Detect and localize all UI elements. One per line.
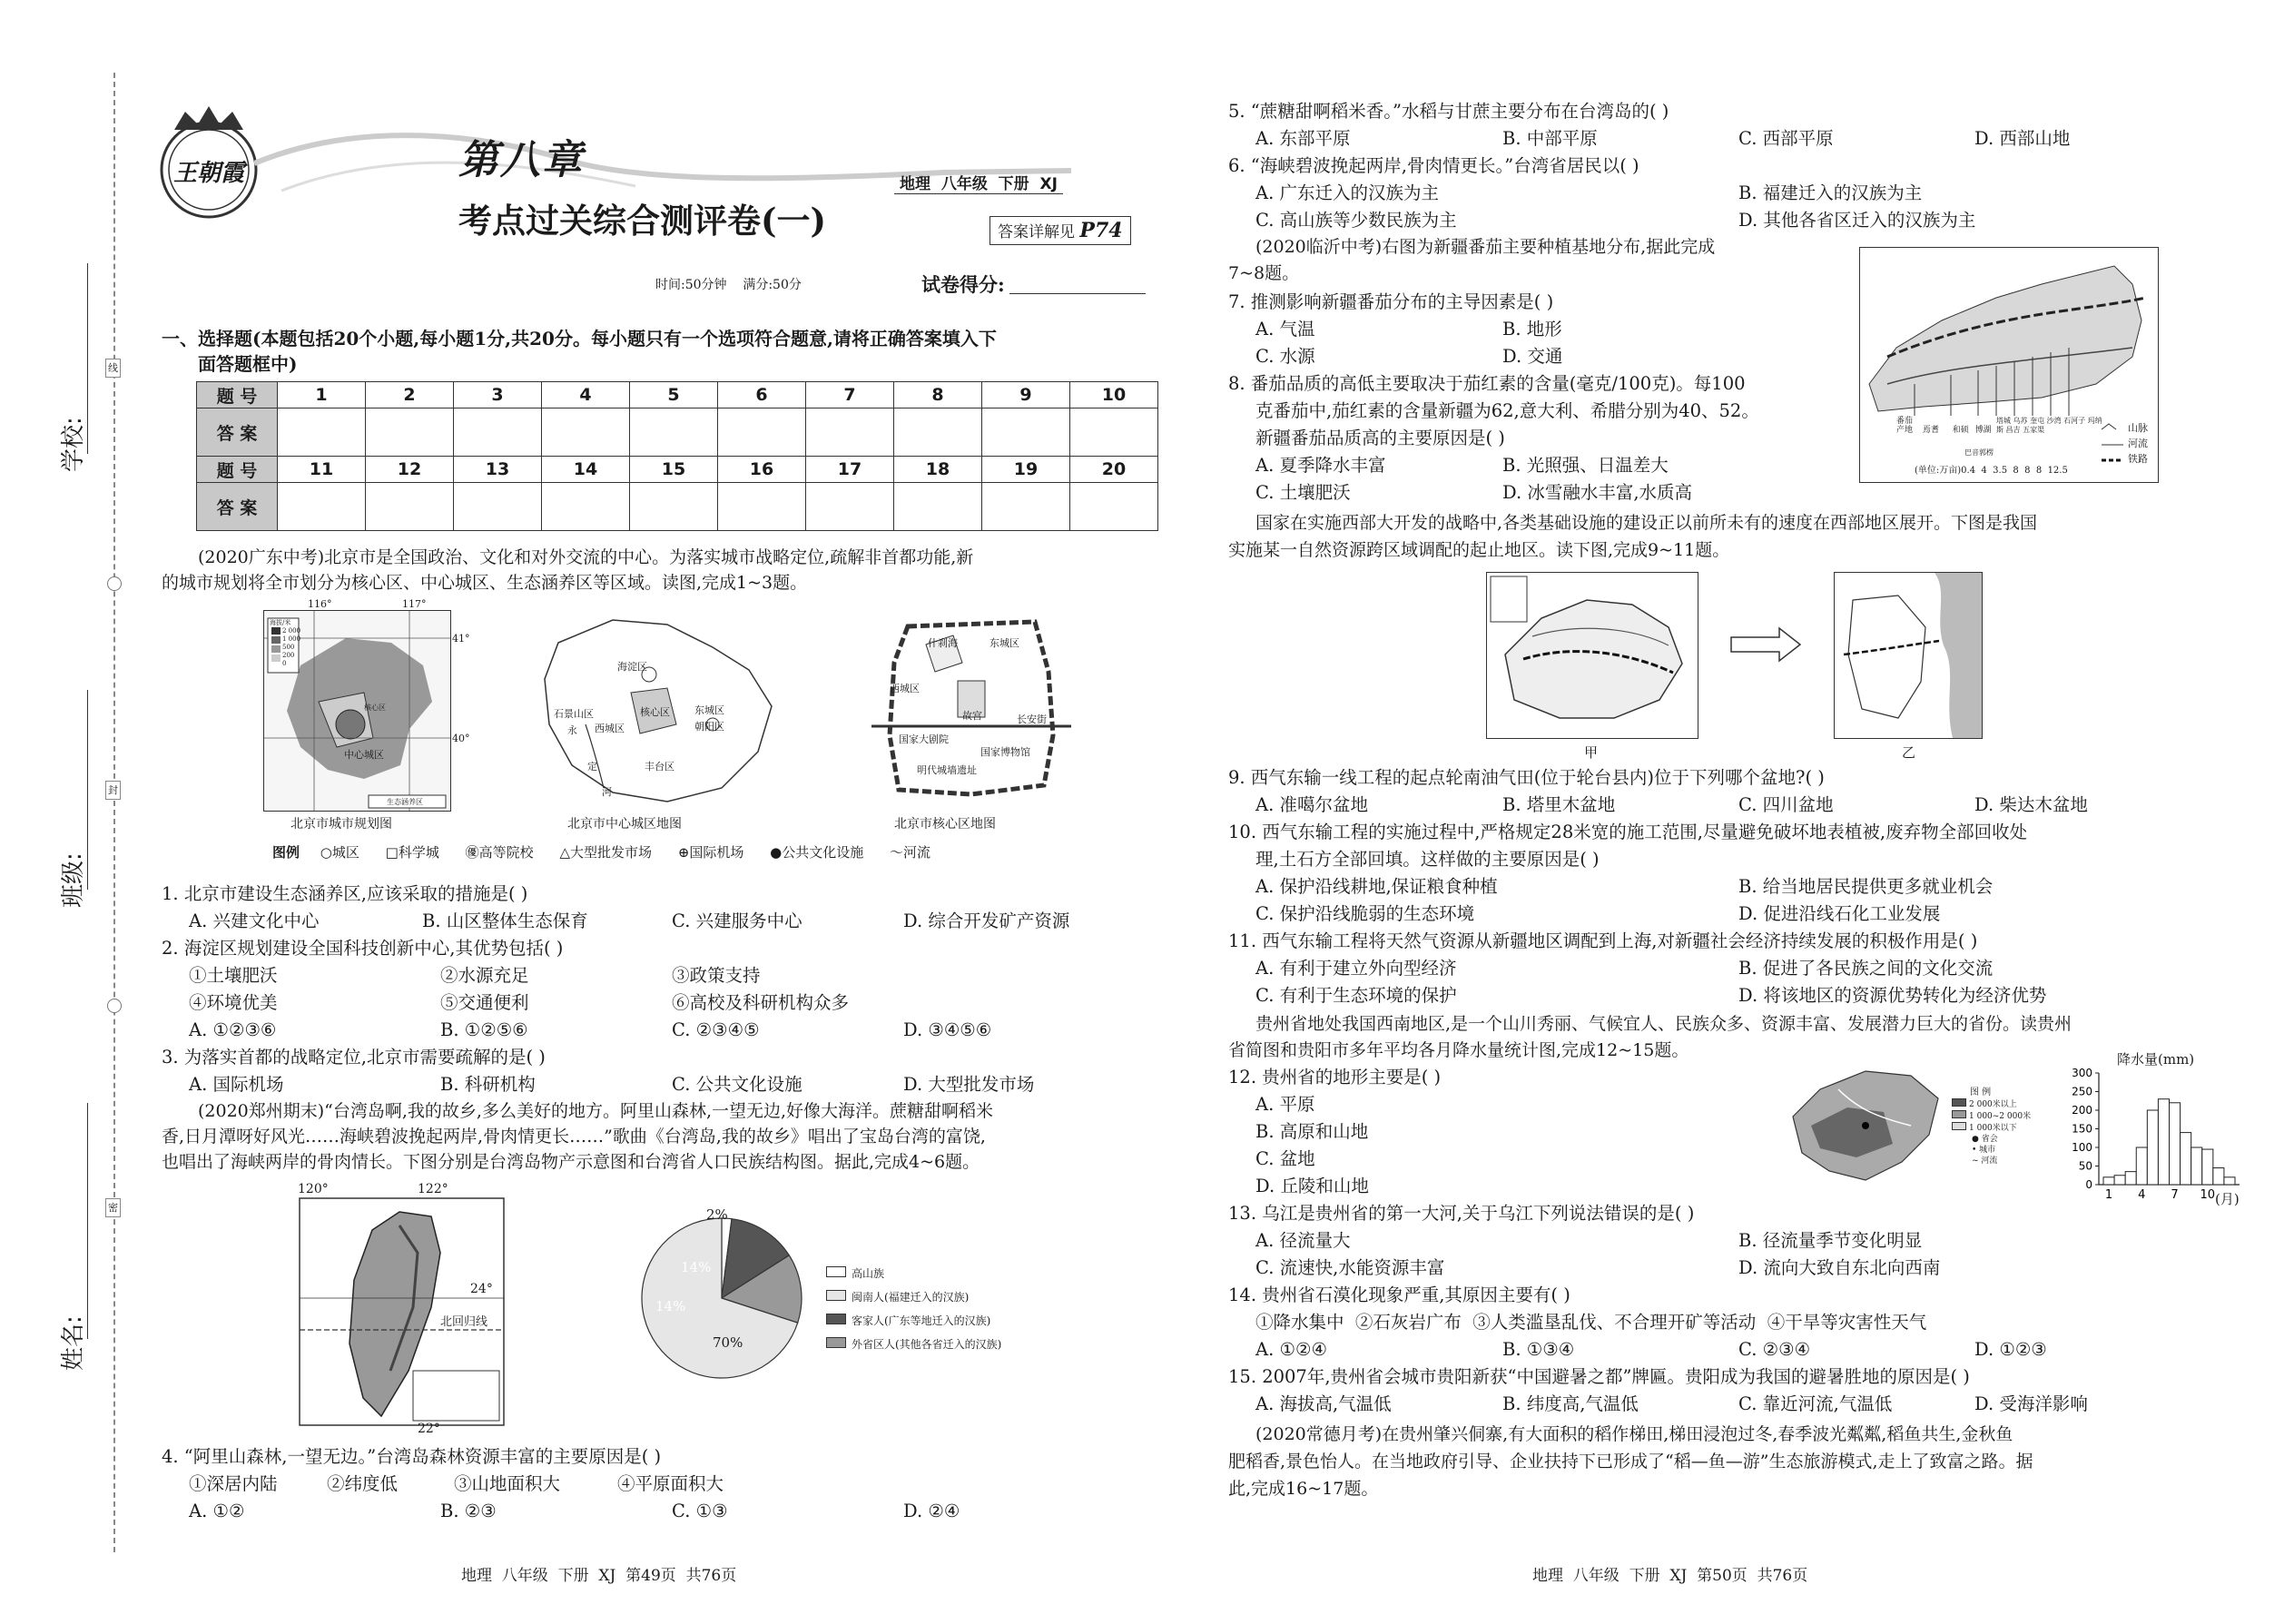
map2-dongcheng: 东城区 — [694, 704, 724, 716]
pie-legend — [826, 1262, 1001, 1356]
q4-option-a[interactable]: A. ①② — [189, 1501, 245, 1521]
xj-place-labels-2: 塔城 乌苏 奎屯 沙湾 石河子 玛纳斯 昌吉 五家渠 — [1996, 417, 2102, 434]
precip-bar — [2202, 1149, 2213, 1185]
map3-gugong: 故宫 — [962, 710, 982, 722]
precip-bar — [2170, 1103, 2181, 1185]
q2-item-2: ②水源充足 — [440, 965, 529, 986]
answer-cell[interactable] — [806, 483, 894, 531]
subject-bar: 地理 八年级 下册 XJ — [894, 171, 1063, 194]
map-yi-caption: 乙 — [1902, 744, 1916, 761]
seal-char-feng: 封 — [105, 781, 121, 800]
legend-science: □科学城 — [385, 844, 439, 861]
precip-bar — [2224, 1177, 2235, 1185]
grid-num: 4 — [542, 382, 630, 408]
map2-caption: 北京市中心城区地图 — [567, 817, 682, 832]
xj-legend: 山脉 河流 铁路 — [2128, 422, 2148, 465]
precip-bar — [2213, 1168, 2224, 1185]
question-10-cont: 理,土石方全部回填。这样做的主要原因是( ) — [1255, 849, 1600, 870]
score-blank[interactable] — [1009, 293, 1146, 294]
answer-cell[interactable] — [366, 408, 454, 457]
map1-legend-elev: 海拔/米 2 000 1 000 500 200 0 — [270, 619, 301, 667]
pie-label-kejia: 14% — [681, 1259, 712, 1275]
question-8: 8. 番茄品质的高低主要取决于茄红素的含量(毫克/100克)。每100 — [1228, 373, 1746, 394]
q15-option-d[interactable]: D. 受海洋影响 — [1974, 1393, 2088, 1414]
q7-option-b[interactable]: B. 地形 — [1502, 319, 1562, 340]
grid-num: 18 — [894, 457, 982, 483]
grid-ans-label: 答 案 — [197, 408, 278, 457]
intro-guizhou-cont: 省简图和贵阳市多年平均各月降水量统计图,完成12~15题。 — [1228, 1040, 1689, 1060]
precip-bar — [2191, 1147, 2202, 1185]
arrow-right-icon — [1729, 626, 1802, 666]
grid-num: 7 — [806, 382, 894, 408]
map1-core-label: 核心区 — [364, 704, 386, 712]
score-label: 试卷得分: — [921, 273, 1005, 296]
q13-option-d[interactable]: D. 流向大致自东北向西南 — [1738, 1257, 1941, 1278]
q11-option-c[interactable]: C. 有利于生态环境的保护 — [1255, 985, 1457, 1006]
pie-legend-item: 客家人(广东等地迁入的汉族) — [826, 1309, 1001, 1333]
answer-cell[interactable] — [1070, 483, 1158, 531]
question-14: 14. 贵州省石漠化现象严重,其原因主要有( ) — [1228, 1284, 1570, 1305]
gz-legend-item: 2 000米以上 — [1952, 1098, 2031, 1110]
q9-option-d[interactable]: D. 柴达木盆地 — [1974, 794, 2088, 815]
question-8-cont1: 克番茄中,茄红素的含量新疆为62,意大利、希腊分别为40、52。 — [1255, 400, 1759, 421]
y-tick-label: 150 — [2072, 1122, 2092, 1136]
intro-guizhou: 贵州省地处我国西南地区,是一个山川秀丽、气候宜人、民族众多、资源丰富、发展潜力巨大的省份。读贵州 — [1255, 1014, 2072, 1034]
name-blank[interactable] — [87, 1103, 88, 1339]
q12-option-a[interactable]: A. 平原 — [1255, 1094, 1315, 1115]
section-heading: 一、选择题(本题包括20个小题,每小题1分,共20分。每小题只有一个选项符合题意,请将正确答案填入下 — [162, 328, 997, 349]
class-label: 班级: — [60, 852, 87, 908]
q10-option-d[interactable]: D. 促进沿线石化工业发展 — [1738, 903, 1941, 924]
q2-item-4: ④环境优美 — [189, 992, 278, 1013]
pie-label-minnan: 70% — [713, 1334, 743, 1351]
answer-cell[interactable] — [630, 408, 718, 457]
exam-title: 考点过关综合测评卷(一) — [458, 201, 827, 241]
q1-option-b[interactable]: B. 山区整体生态保育 — [422, 910, 588, 931]
answer-cell[interactable] — [982, 408, 1070, 457]
q2-option-d[interactable]: D. ③④⑤⑥ — [903, 1019, 992, 1040]
question-12: 12. 贵州省的地形主要是( ) — [1228, 1067, 1442, 1088]
gz-legend-item: 1 000米以下 — [1952, 1122, 2031, 1134]
answer-cell[interactable] — [1070, 408, 1158, 457]
x-tick-label: 4 — [2138, 1188, 2146, 1202]
precip-bar — [2103, 1177, 2114, 1185]
x-tick-label: 1 — [2104, 1188, 2113, 1202]
q14-option-c[interactable]: C. ②③④ — [1738, 1339, 1811, 1360]
answer-cell[interactable] — [630, 483, 718, 531]
seal-dashed-line — [113, 73, 115, 1552]
q7-option-c[interactable]: C. 水源 — [1255, 346, 1315, 367]
q4-option-b[interactable]: B. ②③ — [440, 1501, 497, 1521]
q15-option-c[interactable]: C. 靠近河流,气温低 — [1738, 1393, 1893, 1414]
y-tick-label: 0 — [2085, 1178, 2092, 1191]
question-15: 15. 2007年,贵州省会城市贵阳新获“中国避暑之都”牌匾。贵阳成为我国的避暑胜地的原因是( ) — [1228, 1366, 1970, 1387]
grid-num: 10 — [1070, 382, 1158, 408]
population-pie-chart — [635, 1206, 808, 1384]
grid-num: 14 — [542, 457, 630, 483]
q8-option-c[interactable]: C. 土壤肥沃 — [1255, 482, 1351, 503]
grid-num: 15 — [630, 457, 718, 483]
gz-legend-item: ● 省会 — [1972, 1135, 1998, 1144]
y-tick-label: 300 — [2072, 1067, 2092, 1079]
q4-item-1: ①深居内陆 — [189, 1473, 278, 1494]
map2-river-ding: 定 — [587, 761, 597, 773]
pie-label-waisheng: 14% — [655, 1298, 686, 1314]
map1-lat-41: 41° — [452, 633, 470, 645]
q4-item-2: ②纬度低 — [327, 1473, 399, 1494]
y-tick-label: 250 — [2072, 1085, 2092, 1098]
q5-option-d[interactable]: D. 西部山地 — [1974, 128, 2071, 149]
map2-shijingshan: 石景山区 — [554, 708, 594, 720]
map3-caption: 北京市核心区地图 — [894, 817, 996, 832]
grid-num: 11 — [278, 457, 366, 483]
q6-option-b[interactable]: B. 福建迁入的汉族为主 — [1738, 182, 1923, 203]
q10-option-b[interactable]: B. 给当地居民提供更多就业机会 — [1738, 876, 1994, 897]
q12-option-c[interactable]: C. 盆地 — [1255, 1148, 1315, 1169]
q4-item-4: ④平原面积大 — [617, 1473, 724, 1494]
grid-num-label: 题 号 — [197, 457, 278, 483]
q7-option-a[interactable]: A. 气温 — [1255, 319, 1315, 340]
answer-cell[interactable] — [718, 483, 806, 531]
q5-option-a[interactable]: A. 东部平原 — [1255, 128, 1351, 149]
q7-option-d[interactable]: D. 交通 — [1502, 346, 1563, 367]
school-label: 学校: — [60, 417, 87, 472]
binding-strip — [0, 0, 127, 1624]
q13-option-c[interactable]: C. 流速快,水能资源丰富 — [1255, 1257, 1445, 1278]
grid-num: 13 — [454, 457, 542, 483]
tw-lat-22: 22° — [418, 1422, 440, 1436]
intro-west-gas: 国家在实施西部大开发的战略中,各类基础设施的建设正以前所未有的速度在西部地区展开。下图是我国 — [1255, 513, 2038, 533]
q9-option-b[interactable]: B. 塔里木盆地 — [1502, 794, 1616, 815]
xj-place-labels: 番茄产地 焉耆 和硕 博湖 — [1896, 417, 1992, 435]
map2-core: 核心区 — [640, 706, 670, 718]
answer-cell[interactable] — [806, 408, 894, 457]
pie-legend-item: 外省区人(其他各省迁入的汉族) — [826, 1333, 1001, 1356]
precip-bar — [2147, 1110, 2158, 1185]
guizhou-legend: 图 例 2 000米以上 1 000~2 000米 1 000米以下 ● 省会 • 城市 ~ 河流 — [1952, 1088, 2031, 1166]
map1-caption: 北京市城市规划图 — [290, 817, 392, 832]
legend-market: △大型批发市场 — [559, 844, 652, 861]
pie-legend-item: 闽南人(福建迁入的汉族) — [826, 1285, 1001, 1309]
q3-option-a[interactable]: A. 国际机场 — [189, 1074, 284, 1095]
map3-changanjie: 长安街 — [1017, 714, 1047, 725]
legend-title: 图例 — [272, 844, 300, 861]
q8-option-b[interactable]: B. 光照强、日温差大 — [1502, 455, 1669, 476]
tw-lat-24: 24° — [470, 1282, 493, 1296]
tw-lon-120: 120° — [298, 1182, 329, 1196]
y-tick-label: 50 — [2078, 1159, 2092, 1173]
footer-left: 地理 八年级 下册 XJ 第49页 共76页 — [461, 1567, 737, 1585]
answer-cell[interactable] — [894, 408, 982, 457]
q1-option-a[interactable]: A. 兴建文化中心 — [189, 910, 320, 931]
q1-option-c[interactable]: C. 兴建服务中心 — [672, 910, 802, 931]
logo-text: 王朝霞 — [172, 160, 244, 187]
binding-hole — [107, 576, 122, 591]
legend-university: ㊝高等院校 — [465, 844, 534, 861]
precip-bar — [2181, 1133, 2191, 1185]
intro-taiwan-cont2: 也唱出了海峡两岸的骨肉情长。下图分别是台湾岛物产示意图和台湾省人口民族结构图。据此,完成4~6题。 — [162, 1152, 980, 1172]
legend-urban: ○城区 — [320, 844, 359, 861]
map3-theatre: 国家大剧院 — [899, 733, 949, 745]
question-4: 4. “阿里山森林,一望无边。”台湾岛森林资源丰富的主要原因是( ) — [162, 1446, 662, 1467]
answer-cell[interactable] — [894, 483, 982, 531]
legend-airport: ⊕国际机场 — [677, 844, 744, 861]
q2-item-3: ③政策支持 — [672, 965, 761, 986]
q3-option-b[interactable]: B. 科研机构 — [440, 1074, 536, 1095]
q11-option-b[interactable]: B. 促进了各民族之间的文化交流 — [1738, 958, 1994, 979]
grid-num: 8 — [894, 382, 982, 408]
precip-bar — [2136, 1147, 2147, 1185]
question-3: 3. 为落实首都的战略定位,北京市需要疏解的是( ) — [162, 1047, 546, 1068]
map2-chaoyang: 朝阳区 — [694, 721, 724, 733]
grid-num: 3 — [454, 382, 542, 408]
q3-option-c[interactable]: C. 公共文化设施 — [672, 1074, 802, 1095]
q12-option-b[interactable]: B. 高原和山地 — [1255, 1121, 1369, 1142]
guiyang-precip-chart — [2053, 1053, 2253, 1207]
q14-items: ①降水集中 ②石灰岩广布 ③人类滥垦乱伐、不合理开矿等活动 ④干旱等灾害性天气 — [1255, 1312, 1927, 1333]
answer-cell[interactable] — [718, 408, 806, 457]
name-label: 姓名: — [60, 1315, 87, 1371]
section-heading-cont: 面答题框中) — [198, 353, 298, 375]
grid-num: 20 — [1070, 457, 1158, 483]
taiwan-products-map — [272, 1182, 517, 1436]
grid-num: 2 — [366, 382, 454, 408]
y-tick-label: 100 — [2072, 1141, 2092, 1154]
map3-ming-wall: 明代城墙遗址 — [917, 764, 977, 776]
q8-option-d[interactable]: D. 冰雪融水丰富,水质高 — [1502, 482, 1693, 503]
seal-char-xian: 线 — [105, 359, 121, 378]
question-5: 5. “蔗糖甜啊稻米香。”水稻与甘蔗主要分布在台湾岛的( ) — [1228, 101, 1669, 122]
intro-taiwan-cont1: 香,日月潭呀好风光……海峡碧波挽起两岸,骨肉情更长……”歌曲《台湾岛,我的故乡》唱出了宝岛台湾的富饶, — [162, 1127, 986, 1147]
answer-cell[interactable] — [366, 483, 454, 531]
pie-legend-item: 高山族 — [826, 1262, 1001, 1285]
q6-option-a[interactable]: A. 广东迁入的汉族为主 — [1255, 182, 1439, 203]
grid-num: 12 — [366, 457, 454, 483]
q2-option-c[interactable]: C. ②③④⑤ — [672, 1019, 760, 1040]
q2-item-5: ⑤交通便利 — [440, 992, 529, 1013]
answer-cell[interactable] — [982, 483, 1070, 531]
q14-option-a[interactable]: A. ①②④ — [1255, 1339, 1327, 1360]
grid-num: 17 — [806, 457, 894, 483]
beijing-planning-map — [263, 598, 470, 812]
intro-xinjiang-cont: 7~8题。 — [1228, 263, 1300, 283]
x-tick-label: 7 — [2171, 1188, 2179, 1202]
precip-bar — [2125, 1172, 2136, 1185]
q3-option-d[interactable]: D. 大型批发市场 — [903, 1074, 1035, 1095]
seal-char-mi: 密 — [105, 1198, 121, 1217]
q4-item-3: ③山地面积大 — [454, 1473, 561, 1494]
map2-haidian: 海淀区 — [617, 661, 647, 673]
beijing-core-map — [871, 608, 1071, 808]
map2-xicheng: 西城区 — [595, 723, 625, 734]
intro-rice-fish-cont1: 肥稻香,景色怡人。在当地政府引导、企业扶持下已形成了“稻—鱼—游”生态旅游模式,走上了致富之路。据 — [1228, 1452, 2033, 1471]
gz-legend-item: ~ 河流 — [1972, 1156, 1998, 1166]
map1-lon-117: 117° — [402, 598, 427, 610]
map1-lat-40: 40° — [452, 733, 470, 744]
legend-river: ～河流 — [890, 844, 931, 861]
q13-option-a[interactable]: A. 径流量大 — [1255, 1230, 1351, 1251]
answer-cell[interactable] — [454, 483, 542, 531]
question-6: 6. “海峡碧波挽起两岸,骨肉情更长。”台湾省居民以( ) — [1228, 155, 1639, 176]
answer-ref-box — [989, 216, 1131, 245]
class-blank[interactable] — [87, 690, 88, 890]
q15-option-a[interactable]: A. 海拔高,气温低 — [1255, 1393, 1392, 1414]
grid-num: 5 — [630, 382, 718, 408]
answer-ref-page: P74 — [1079, 219, 1123, 242]
map-yi-shanghai — [1834, 572, 1983, 739]
map1-eco-label: 生态涵养区 — [387, 798, 423, 806]
grid-num: 1 — [278, 382, 366, 408]
q11-option-a[interactable]: A. 有利于建立外向型经济 — [1255, 958, 1457, 979]
answer-grid — [196, 381, 1158, 531]
xinjiang-tomato-map — [1859, 247, 2159, 483]
intro-beijing: (2020广东中考)北京市是全国政治、文化和对外交流的中心。为落实城市战略定位,疏解非首都功能,新 — [198, 547, 974, 567]
q10-option-c[interactable]: C. 保护沿线脆弱的生态环境 — [1255, 903, 1475, 924]
tw-tropic-label: 北回归线 — [440, 1315, 488, 1329]
q2-option-b[interactable]: B. ①②⑤⑥ — [440, 1019, 528, 1040]
question-11: 11. 西气东输工程将天然气资源从新疆地区调配到上海,对新疆社会经济持续发展的积极作用是( ) — [1228, 930, 1978, 951]
precip-ylabel: 降水量(mm) — [2117, 1051, 2195, 1068]
q2-item-1: ①土壤肥沃 — [189, 965, 278, 986]
q6-option-d[interactable]: D. 其他各省区迁入的汉族为主 — [1738, 210, 1976, 231]
legend-culture: ●公共文化设施 — [770, 844, 864, 861]
intro-taiwan: (2020郑州期末)“台湾岛啊,我的故乡,多么美好的地方。阿里山森林,一望无边,好像大海洋。蔗糖甜啊稻米 — [198, 1101, 994, 1121]
answer-cell[interactable] — [542, 408, 630, 457]
intro-west-gas-cont: 实施某一自然资源跨区域调配的起止地区。读下图,完成9~11题。 — [1228, 540, 1730, 560]
x-tick-label: 10 — [2200, 1188, 2216, 1202]
q4-option-c[interactable]: C. ①③ — [672, 1501, 728, 1521]
grid-num: 9 — [982, 382, 1070, 408]
answer-ref-text: 答案详解见 — [998, 223, 1075, 241]
grid-num: 6 — [718, 382, 806, 408]
bar-svg — [2053, 1053, 2253, 1207]
time-info: 时间:50分钟 满分:50分 — [655, 278, 802, 292]
xj-unit-row: (单位:万亩)0.4 4 3.5 8 8 8 12.5 — [1915, 466, 2068, 476]
question-1: 1. 北京市建设生态涵养区,应该采取的措施是( ) — [162, 883, 528, 904]
school-blank[interactable] — [87, 263, 88, 454]
binding-hole — [107, 999, 122, 1013]
q5-option-c[interactable]: C. 西部平原 — [1738, 128, 1834, 149]
map3-xicheng: 西城区 — [890, 683, 920, 694]
question-7: 7. 推测影响新疆番茄分布的主导因素是( ) — [1228, 291, 1554, 312]
intro-rice-fish: (2020常德月考)在贵州肇兴侗寨,有大面积的稻作梯田,梯田浸泡过冬,春季波光粼粼,稻鱼共生,金秋鱼 — [1255, 1424, 2013, 1444]
answer-cell[interactable] — [454, 408, 542, 457]
intro-beijing-cont: 的城市规划将全市划分为核心区、中心城区、生态涵养区等区域。读图,完成1~3题。 — [162, 573, 808, 593]
q13-option-b[interactable]: B. 径流量季节变化明显 — [1738, 1230, 1923, 1251]
map3-dongcheng: 东城区 — [989, 637, 1019, 649]
question-10: 10. 西气东输工程的实施过程中,严格规定28米宽的施工范围,尽量避免破坏地表植被,废弃物全部回收处 — [1228, 822, 2028, 842]
q11-option-d[interactable]: D. 将该地区的资源优势转化为经济优势 — [1738, 985, 2047, 1006]
beijing-central-map — [531, 606, 785, 811]
map-legend — [272, 842, 930, 861]
q1-option-d[interactable]: D. 综合开发矿产资源 — [903, 910, 1070, 931]
precip-bar — [2158, 1099, 2169, 1185]
q14-option-b[interactable]: B. ①③④ — [1502, 1339, 1575, 1360]
map2-fengtai: 丰台区 — [645, 761, 674, 773]
chapter-title: 第八章 — [458, 137, 584, 183]
grid-num: 16 — [718, 457, 806, 483]
grid-ans-label: 答 案 — [197, 483, 278, 531]
q12-option-d[interactable]: D. 丘陵和山地 — [1255, 1176, 1369, 1196]
tw-lon-122: 122° — [418, 1182, 448, 1196]
map1-center-label: 中心城区 — [344, 749, 384, 761]
q15-option-b[interactable]: B. 纬度高,气温低 — [1502, 1393, 1639, 1414]
q4-option-d[interactable]: D. ②④ — [903, 1501, 960, 1521]
xj-bayin-label: 巴音郭楞 — [1964, 448, 1994, 457]
q8-option-a[interactable]: A. 夏季降水丰富 — [1255, 455, 1386, 476]
q5-option-b[interactable]: B. 中部平原 — [1502, 128, 1598, 149]
q9-option-a[interactable]: A. 准噶尔盆地 — [1255, 794, 1368, 815]
gz-legend-item: 1 000~2 000米 — [1952, 1110, 2031, 1122]
q10-option-a[interactable]: A. 保护沿线耕地,保证粮食种植 — [1255, 876, 1498, 897]
footer-right: 地理 八年级 下册 XJ 第50页 共76页 — [1532, 1567, 1808, 1585]
q14-option-d[interactable]: D. ①②③ — [1974, 1339, 2047, 1360]
map2-river-yong: 永 — [567, 724, 577, 736]
logo — [154, 104, 263, 222]
map3-shichahai: 什刹海 — [928, 637, 958, 649]
intro-xinjiang: (2020临沂中考)右图为新疆番茄主要种植基地分布,据此完成 — [1255, 237, 1716, 257]
question-2: 2. 海淀区规划建设全国科技创新中心,其优势包括( ) — [162, 938, 564, 959]
answer-cell[interactable] — [278, 483, 366, 531]
map1-lon-116: 116° — [308, 598, 332, 610]
q2-option-a[interactable]: A. ①②③⑥ — [189, 1019, 277, 1040]
question-9: 9. 西气东输一线工程的起点轮南油气田(位于轮台县内)位于下列哪个盆地?( ) — [1228, 767, 1825, 788]
precip-bar — [2114, 1176, 2125, 1185]
question-8-cont2: 新疆番茄品质高的主要原因是( ) — [1255, 428, 1505, 448]
question-13: 13. 乌江是贵州省的第一大河,关于乌江下列说法错误的是( ) — [1228, 1203, 1695, 1224]
answer-cell[interactable] — [278, 408, 366, 457]
q2-item-6: ⑥高校及科研机构众多 — [672, 992, 850, 1013]
answer-cell[interactable] — [542, 483, 630, 531]
grid-num: 19 — [982, 457, 1070, 483]
q6-option-c[interactable]: C. 高山族等少数民族为主 — [1255, 210, 1457, 231]
y-tick-label: 200 — [2072, 1104, 2092, 1117]
pie-label-gaoshan: 2% — [706, 1206, 728, 1223]
q9-option-c[interactable]: C. 四川盆地 — [1738, 794, 1834, 815]
grid-num-label: 题 号 — [197, 382, 278, 408]
map2-river-he: 河 — [602, 786, 612, 798]
precip-xlabel: (月) — [2215, 1191, 2240, 1207]
intro-rice-fish-cont2: 此,完成16~17题。 — [1228, 1479, 1379, 1499]
map-jia-xinjiang — [1486, 572, 1698, 739]
map3-museum: 国家博物馆 — [980, 746, 1030, 758]
gz-legend-item: • 城市 — [1972, 1146, 1996, 1155]
map-jia-caption: 甲 — [1584, 744, 1599, 761]
